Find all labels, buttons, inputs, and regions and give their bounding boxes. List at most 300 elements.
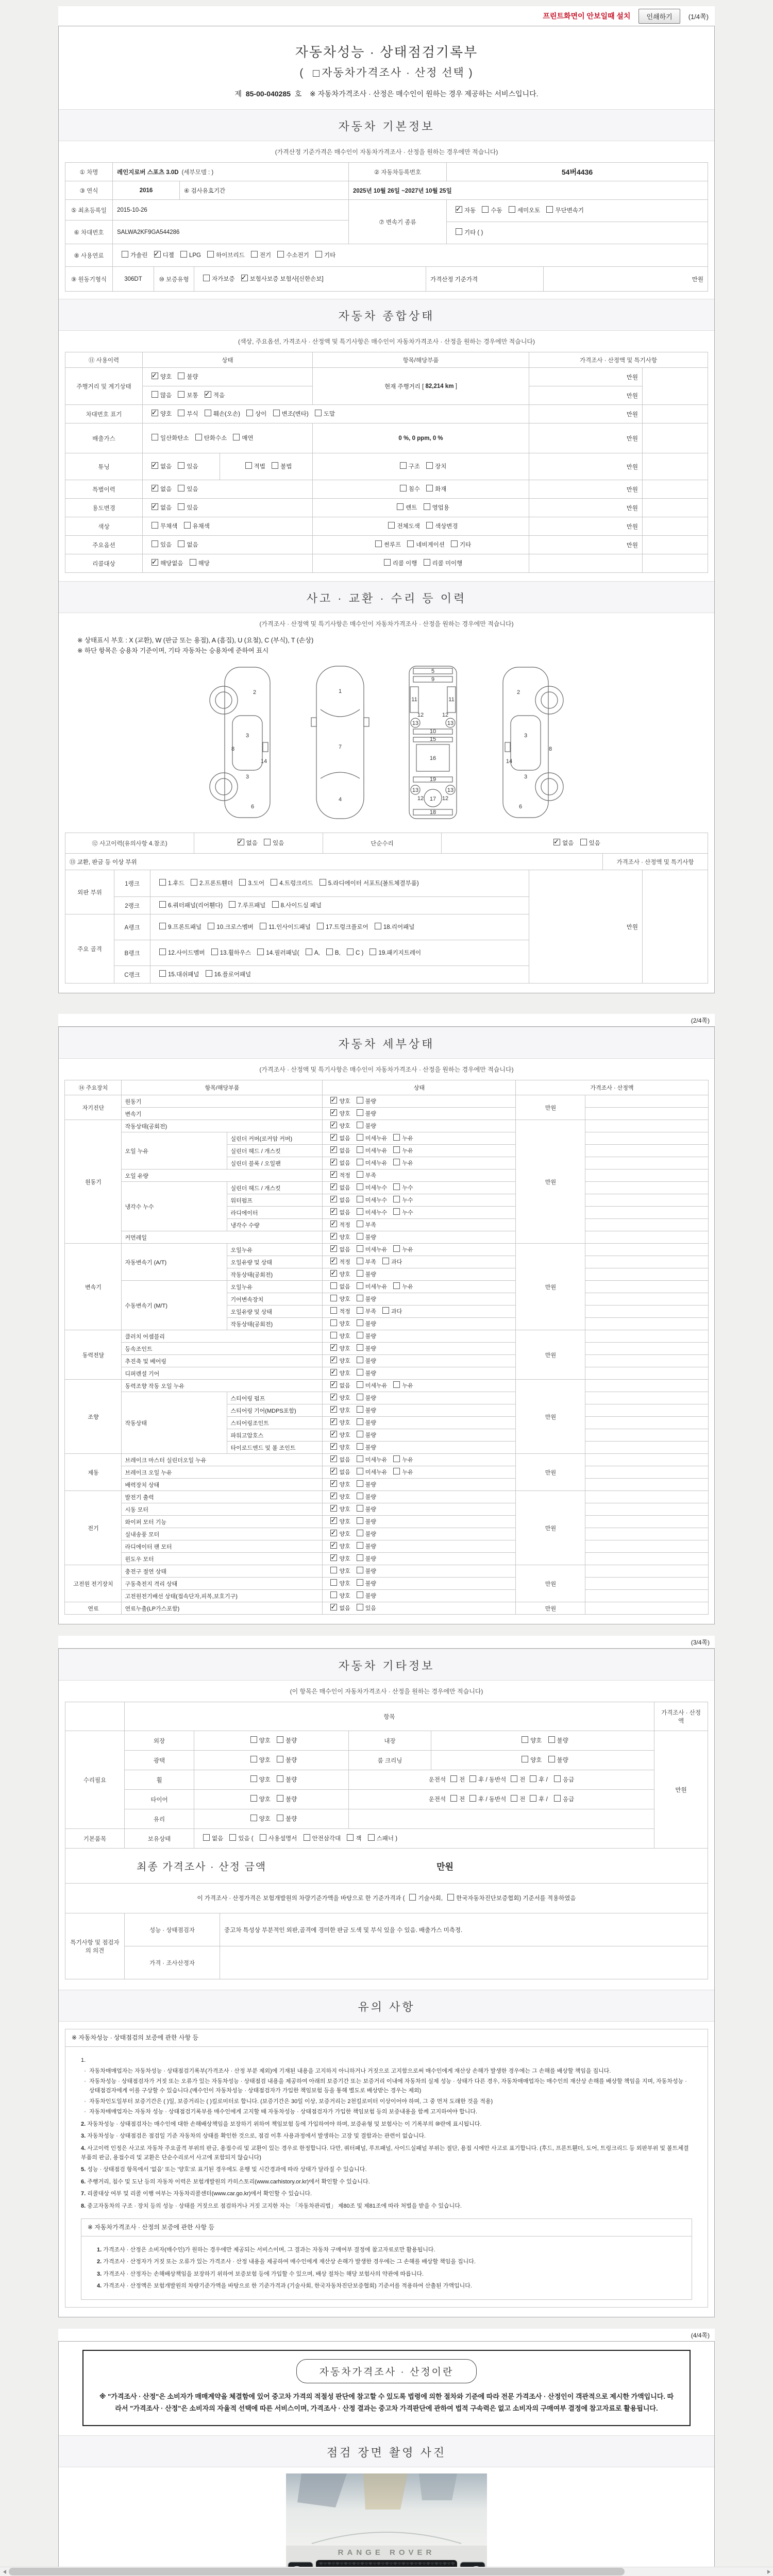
checkbox-unchecked <box>357 1183 363 1190</box>
diagram-part-number: 12 <box>417 712 424 718</box>
rank-items: 1.후드 2.프론트휀더 3.도어 4.트렁크리드 5.라디에이터 서포트(볼트체결부품) <box>150 870 529 897</box>
diagram-part-number: 12 <box>442 712 449 718</box>
note-cell <box>643 368 708 405</box>
note-cell <box>585 1540 708 1553</box>
polish-label: 광택 <box>125 1751 194 1770</box>
checkbox-unchecked <box>357 1097 363 1104</box>
status-cell: ✓ 없음 있음 <box>323 1602 516 1615</box>
checkbox-unchecked <box>357 1146 363 1153</box>
notice-item-number: 8. <box>81 2202 86 2209</box>
note-cell <box>585 1170 708 1182</box>
checkbox-unchecked <box>357 1171 363 1178</box>
part-item-label: 실린더 헤드 / 개스킷 <box>227 1182 323 1194</box>
car-name-label: ① 차명 <box>65 163 113 181</box>
detail-row <box>65 1392 708 1404</box>
checkbox-checked <box>330 1431 337 1437</box>
checkbox-checked <box>330 1406 337 1413</box>
notice-bullet: · 자동차매매업자는 자동차 성능 · 상태점검기록부를 매수인에게 고지할 때 자동차성능 · 상태점검자가 가입한 책임보험 등의 보증내용을 함께 고지하여야 합니다. <box>81 2108 692 2117</box>
col-item: 항목/해당부품 <box>122 1080 323 1095</box>
price-warranty-heading: ※ 자동차가격조사 · 산정의 보증에 관한 사항 등 <box>81 2218 692 2236</box>
notice-item <box>81 2165 692 2175</box>
status-cell: 양호 불량 <box>323 1293 516 1306</box>
transmission-options-2: 기타 ( ) <box>447 222 708 244</box>
notice-item-number: 1. <box>81 2057 86 2064</box>
detail-row <box>65 1565 708 1578</box>
doc-no: 85-00-040285 <box>245 90 291 98</box>
diagram-part-number: 15 <box>429 736 436 742</box>
checkbox-checked <box>330 1270 337 1277</box>
possession-label: 보유상태 <box>125 1829 194 1849</box>
document-viewer <box>58 0 715 2576</box>
color-kind: 전체도색 색상변경 <box>313 517 529 536</box>
checkbox-unchecked <box>330 1319 337 1326</box>
wheel-status: 양호 불량 <box>194 1770 349 1790</box>
diagram-part-number: 14 <box>506 758 513 765</box>
year-value: 2016 <box>113 181 180 200</box>
detail-row <box>65 1281 708 1293</box>
recall-label: 리콜대상 <box>65 554 143 573</box>
part-item-label: 시동 모터 <box>122 1503 323 1516</box>
note-cell <box>585 1466 708 1479</box>
checkbox-checked <box>330 1443 337 1450</box>
final-price-unit: 만원 <box>436 1862 453 1872</box>
device-group-label: 고전원 전기장치 <box>65 1565 122 1602</box>
checkbox-checked <box>330 1554 337 1561</box>
checkbox-checked <box>330 1171 337 1178</box>
checkbox-unchecked <box>277 1815 283 1821</box>
part-item-label: 오일누유 <box>227 1281 323 1293</box>
car-damage-diagram <box>59 655 714 833</box>
options-status: 있음 없음 <box>143 536 313 554</box>
note-cell <box>585 1194 708 1207</box>
mileage-label: 주행거리 및 계기상태 <box>65 368 143 405</box>
exterior-status: 양호 불량 <box>194 1731 349 1751</box>
print-bar <box>58 6 715 26</box>
detail-status-table <box>64 1080 708 1615</box>
diagram-part-number: 13 <box>412 787 419 793</box>
rank-label: C랭크 <box>114 966 150 984</box>
car-diagram-svg <box>186 660 587 826</box>
note-cell <box>643 453 708 480</box>
status-cell: 양호 불량 <box>323 1578 516 1590</box>
mileage-prefix: 현재 주행거리 [ <box>384 383 424 390</box>
notice-item <box>81 2132 692 2141</box>
diagram-part-number: 2 <box>516 689 520 696</box>
part-item-label: 브레이크 오일 누유 <box>122 1466 323 1479</box>
checkbox-unchecked <box>184 522 191 529</box>
notice-item <box>81 2120 692 2129</box>
checkbox-unchecked <box>393 1146 400 1153</box>
checkbox-unchecked <box>257 948 264 955</box>
detail-row <box>65 1540 708 1553</box>
interior-label: 내장 <box>349 1731 431 1751</box>
scroll-left-arrow[interactable] <box>0 2567 9 2576</box>
checkbox-checked <box>330 1542 337 1549</box>
part-sub-label: 수동변속기 (M/T) <box>122 1281 227 1330</box>
status-cell: ✓ 없음 미세누유 누유 <box>323 1244 516 1256</box>
status-cell: ✓ 양호 불량 <box>323 1120 516 1132</box>
special-notes-label: 특기사항 및 점검자의 의견 <box>65 1913 125 1979</box>
scrollbar-thumb[interactable] <box>9 2568 625 2575</box>
diagram-part-number: 6 <box>250 804 255 810</box>
checkbox-unchecked <box>482 206 489 213</box>
basic-info-table <box>65 162 708 292</box>
note-cell <box>585 1404 708 1417</box>
notice-item-number: 2. <box>81 2121 86 2127</box>
checkbox-unchecked <box>250 1775 257 1782</box>
rank-items: 12.사이드멤버 13.휠하우스 14.필러패널( A, B, C ) 19.패키지트레이 <box>150 940 529 966</box>
checkbox-checked <box>330 1530 337 1536</box>
notice-item <box>81 2144 692 2162</box>
emission-value: 0 %, 0 ppm, 0 % <box>313 423 529 453</box>
doc-no-suffix: 호 <box>294 90 302 98</box>
detail-row <box>65 1380 708 1392</box>
price-unit: 만원 <box>529 870 643 984</box>
checkbox-unchecked <box>388 522 395 529</box>
part-item-label: 변속기 <box>122 1108 323 1120</box>
notice-bullet: · 자동차인도일부터 보증기간은 ( )일, 보증거리는 ( )킬로미터로 합니다. (보증기간은 30일 이상, 보증거리는 2천킬로미터 이상이어야 하며, 그 중 먼저 도래한 것을 적용) <box>81 2097 692 2107</box>
vin-mark-status: ✓ 양호 부식 훼손(오손) 상이 변조(변타) 도말 <box>143 405 529 423</box>
status-cell: 양호 불량 <box>323 1565 516 1578</box>
diagram-part-number: 3 <box>245 774 249 780</box>
recall-kind: 리콜 이행 리콜 미이행 <box>313 554 529 573</box>
checkbox-checked <box>152 462 158 469</box>
price-unit: 만원 <box>529 480 643 499</box>
col-price: 가격조사 · 산정액 <box>516 1080 708 1095</box>
diagram-part-number: 13 <box>447 720 454 726</box>
checkbox-unchecked <box>393 1245 400 1252</box>
status-cell: 양호 불량 <box>323 1318 516 1330</box>
note-cell <box>585 1157 708 1170</box>
price-appraisal-intro-box <box>82 2350 691 2426</box>
note-cell <box>585 1318 708 1330</box>
detail-row <box>65 1182 708 1194</box>
row-recall <box>65 554 708 573</box>
page-strip-4 <box>58 2329 715 2341</box>
checkbox-unchecked <box>178 462 184 469</box>
checkbox-unchecked <box>195 434 202 440</box>
usage-kind: 렌트 영업용 <box>313 499 529 517</box>
diagram-part-number: 2 <box>253 689 257 696</box>
detail-row <box>65 1367 708 1380</box>
status-cell: ✓ 적정 부족 <box>323 1219 516 1231</box>
price-unit: 만원 <box>529 423 643 453</box>
checkbox-unchecked <box>330 1295 337 1301</box>
checkbox-checked <box>330 1418 337 1425</box>
section-title: 유의 사항 <box>358 2001 415 2013</box>
status-cell: ✓ 없음 미세누수 누수 <box>323 1207 516 1219</box>
checkbox-unchecked <box>272 901 279 908</box>
rank-label: B랭크 <box>114 940 150 966</box>
checkbox-unchecked <box>357 1332 363 1338</box>
device-group-label: 전기 <box>65 1491 122 1565</box>
part-item-label: 와이퍼 모터 기능 <box>122 1516 323 1528</box>
diagram-part-number: 11 <box>448 697 455 703</box>
mileage-km: 82,214 km <box>425 383 454 389</box>
photo-area <box>59 2467 714 2576</box>
checkbox-unchecked <box>393 1159 400 1165</box>
checkbox-unchecked <box>357 1579 363 1586</box>
checkbox-unchecked <box>522 1756 528 1762</box>
part-item-label: 파워고압호스 <box>227 1429 323 1442</box>
checkbox-checked <box>330 1381 337 1388</box>
checkbox-unchecked <box>250 1756 257 1762</box>
checkbox-unchecked <box>368 1834 375 1841</box>
checkbox-checked <box>152 559 158 566</box>
inspector-opinion-label: 성능 · 상태점검자 <box>125 1913 220 1946</box>
notice-item-text: 가격조사 · 산정액은 보험개발원의 차량기준가액을 바탕으로 한 기준가격과 (기술사회, 한국자동차진단보증협회) 기준서를 적용하여 산출된 가액입니다. <box>103 2283 472 2290</box>
exterior-label: 외장 <box>125 1731 194 1751</box>
checkbox-unchecked <box>357 1455 363 1462</box>
outer-panel-label: 외판 부위 <box>65 870 114 914</box>
checkbox-unchecked <box>250 1795 257 1802</box>
status-cell: ✓ 없음 미세누수 누수 <box>323 1182 516 1194</box>
checkbox-unchecked <box>580 839 587 845</box>
diagram-part-number: 6 <box>518 804 523 810</box>
checkbox-unchecked <box>450 1775 457 1782</box>
checkbox-unchecked <box>245 462 252 469</box>
doc-no-prefix: 제 <box>234 90 242 98</box>
part-item-label: 고전원전기배선 상태(접속단자,피복,보호기구) <box>122 1590 323 1602</box>
overall-status-table <box>65 352 708 573</box>
detail-row <box>65 1590 708 1602</box>
notice-item <box>97 2246 676 2255</box>
checkbox-checked <box>241 275 248 281</box>
diagram-part-number: 9 <box>431 676 435 683</box>
diagram-part-number: 13 <box>447 787 454 793</box>
checkbox-unchecked <box>152 434 158 440</box>
checkbox-unchecked <box>152 540 158 547</box>
notice-item-text: 리콜대상 여부 및 리콜 이행 여부는 자동차리콜센터(www.car.go.kr)에서 확인할 수 있습니다. <box>87 2191 312 2197</box>
tuning-kind: 구조 장치 <box>313 453 529 480</box>
diagram-part-number: 8 <box>231 746 235 752</box>
checkbox-unchecked <box>357 1591 363 1598</box>
row-exchange-header <box>65 854 708 870</box>
checkbox-unchecked <box>357 1221 363 1227</box>
checkbox-unchecked <box>357 1505 363 1512</box>
note-cell <box>643 554 708 573</box>
diagram-part-number: 12 <box>442 795 449 802</box>
checkbox-unchecked <box>357 1208 363 1215</box>
checkbox-unchecked <box>426 462 433 469</box>
checkbox-unchecked <box>357 1406 363 1413</box>
checkbox-unchecked <box>330 1579 337 1586</box>
rank-items: 9.프론트패널 10.크로스멤버 11.인사이드패널 17.트렁크플로어 18.리어패널 <box>150 914 529 940</box>
checkbox-unchecked <box>315 410 322 416</box>
checkbox-unchecked <box>315 251 322 258</box>
simple-repair-label: 단순수리 <box>323 833 442 854</box>
status-cell: ✓ 없음 미세누유 누유 <box>323 1132 516 1145</box>
price-cell: 만원 <box>516 1244 585 1330</box>
tire-status: 양호 불량 <box>194 1790 349 1809</box>
device-group-label: 동력전달 <box>65 1330 122 1380</box>
price-unit: 만원 <box>529 499 643 517</box>
checkbox-unchecked <box>456 228 462 235</box>
car-submodel: (세부모델 : ) <box>181 169 214 176</box>
diagram-part-number: 7 <box>338 744 342 750</box>
section-detail-status <box>59 1027 714 1059</box>
part-item-label: 작동상태(공회전) <box>227 1268 323 1281</box>
checkbox-unchecked <box>451 540 458 547</box>
col-empty <box>65 1702 125 1731</box>
checkbox-unchecked <box>357 1431 363 1437</box>
checkbox-unchecked <box>273 410 280 416</box>
final-price-row <box>65 1849 708 1884</box>
note-cell <box>643 480 708 499</box>
device-group-label: 제동 <box>65 1454 122 1491</box>
part-item-label: 커먼레일 <box>122 1231 323 1244</box>
status-cell: ✓ 적정 부족 과다 <box>323 1256 516 1268</box>
part-item-label: 윈도우 모터 <box>122 1553 323 1565</box>
status-cell: ✓ 양호 불량 <box>323 1503 516 1516</box>
device-group-label: 변속기 <box>65 1244 122 1330</box>
doc-subtitle: ( 자동차가격조사 · 산정 선택 ) <box>299 67 474 79</box>
detail-row <box>65 1578 708 1590</box>
part-item-label: 브레이크 마스터 실린더오일 누유 <box>122 1454 323 1466</box>
note-cell <box>585 1491 708 1503</box>
checkbox-unchecked <box>191 879 197 886</box>
checkbox-checked <box>238 839 244 845</box>
part-item-label: 실린더 헤드 / 개스킷 <box>227 1145 323 1157</box>
part-item-label: 타이로드엔드 및 볼 조인트 <box>227 1442 323 1454</box>
checkbox-unchecked <box>407 540 414 547</box>
price-cell: 만원 <box>516 1565 585 1602</box>
rank-label: A랭크 <box>114 914 150 940</box>
checkbox-unchecked <box>277 1756 283 1762</box>
checkbox-unchecked <box>546 206 553 213</box>
price-unit: 만원 <box>529 386 643 405</box>
detail-row <box>65 1516 708 1528</box>
wheel-positions: 운전석 전 후 / 동반석 전 후 / 응급 <box>349 1770 654 1790</box>
note-cell <box>585 1132 708 1145</box>
checkbox-checked <box>330 1109 337 1116</box>
note-cell <box>585 1256 708 1268</box>
checkbox-unchecked <box>469 1795 476 1802</box>
engine-type-label: ⑨ 원동기형식 <box>65 267 113 292</box>
price-cell: 만원 <box>516 1330 585 1380</box>
note-cell <box>585 1553 708 1565</box>
options-label: 주요옵션 <box>65 536 143 554</box>
checkbox-unchecked <box>357 1443 363 1450</box>
checkbox-checked <box>456 206 462 213</box>
note-cell <box>643 536 708 554</box>
checkbox-unchecked <box>178 540 184 547</box>
part-item-label: 동력조향 작동 오일 누유 <box>122 1380 323 1392</box>
checkbox-unchecked <box>357 1344 363 1351</box>
checkbox-unchecked <box>382 1307 389 1314</box>
checkbox-unchecked <box>313 70 320 77</box>
col-history: ⑪ 사용이력 <box>65 352 143 368</box>
status-cell: ✓ 양호 불량 <box>323 1343 516 1355</box>
notice-bullet-text: 자동차매매업자는 자동차 성능 · 상태점검기록부를 매수인에게 고지할 때 자동차성능 · 상태점검자가 가입한 책임보험 등의 보증내용을 함께 고지하여야 합니다. <box>89 2109 478 2115</box>
inspector-opinion-text: 중고차 특성상 부분적인 외판,골격에 경미한 판금 도색 및 부식 있을 수 있음. 배출가스 미측정. <box>220 1913 708 1946</box>
detail-row <box>65 1479 708 1491</box>
vin-value: SALWA2KF9GA544286 <box>113 221 349 244</box>
checkbox-unchecked <box>357 1468 363 1475</box>
status-cell: ✓ 없음 미세누유 누유 <box>323 1454 516 1466</box>
section-overall-status <box>59 299 714 331</box>
car-name: 레인지로버 스포츠 3.0D <box>117 169 179 176</box>
checkbox-unchecked <box>159 970 166 977</box>
final-price-title: 최종 가격조사 · 산정 금액 <box>137 1861 267 1873</box>
note-cell <box>585 1330 708 1343</box>
page-strip-2 <box>58 1014 715 1026</box>
checkbox-unchecked <box>393 1455 400 1462</box>
diagram-part-number: 4 <box>338 796 342 803</box>
note-cell <box>585 1578 708 1590</box>
checkbox-unchecked <box>180 251 187 258</box>
checkbox-unchecked <box>203 1834 210 1841</box>
page-4 <box>58 2341 715 2576</box>
notice-item-number: 5. <box>81 2166 86 2173</box>
page-1 <box>58 26 715 993</box>
part-sub-label: 작동상태 <box>122 1392 227 1454</box>
diagram-part-number: 11 <box>411 697 417 703</box>
checkbox-unchecked <box>400 485 407 492</box>
part-item-label: 연료누출(LP가스포함) <box>122 1602 323 1615</box>
diagram-part-number: 3 <box>524 774 528 780</box>
checkbox-unchecked <box>522 1736 528 1743</box>
note-cell <box>585 1392 708 1404</box>
room-cleaning-status: 양호 불량 <box>431 1751 654 1770</box>
part-item-label: 충전구 절연 상태 <box>122 1565 323 1578</box>
detail-row <box>65 1132 708 1145</box>
section-title: 자동차 기본정보 <box>338 120 435 133</box>
rank-label: 2랭크 <box>114 897 150 914</box>
note-cell <box>585 1281 708 1293</box>
part-item-label: 실린더 커버(로커암 커버) <box>227 1132 323 1145</box>
horizontal-scrollbar[interactable] <box>0 2567 773 2576</box>
scroll-right-arrow[interactable] <box>764 2567 773 2576</box>
checkbox-unchecked <box>159 901 166 908</box>
note-cell <box>585 1528 708 1540</box>
status-cell: ✓ 적정 부족 <box>323 1170 516 1182</box>
status-cell: ✓ 없음 미세누유 누유 <box>323 1466 516 1479</box>
checkbox-unchecked <box>384 559 391 566</box>
notice-bullet-text: 자동차성능 · 상태점검자가 거짓 또는 오류가 있는 자동차성능 · 상태점검 내용을 제공하여 아래의 보증기간 또는 보증거리 이내에 자동차의 실제 성능 · 상태가 다른 경우, 자동차매매업자는 매수인의 재산상 손해를 배상할 책임을 지며, 자동차성능 · 상태점검자에게 이를 구상할 수 있습니다.(매수인이 자동차성능 · 상태점검자가 가입한 책임보험 등을 통해 별도로 배상받는 경우는 제외) <box>89 2078 687 2094</box>
note-cell <box>585 1602 708 1615</box>
page-indicator-2: (2/4쪽) <box>691 1016 710 1024</box>
notice-item-text: 자동차성능 · 상태점검은 점검일 기준 자동차의 상태를 확인한 것으로, 점검 이후 사용과정에서 발생하는 고장 및 결함과는 관련이 없습니다. <box>87 2133 426 2140</box>
price-cell: 만원 <box>516 1120 585 1244</box>
checkbox-unchecked <box>272 462 278 469</box>
detail-row <box>65 1244 708 1256</box>
page-3 <box>58 1648 715 2317</box>
checkbox-unchecked <box>375 540 382 547</box>
section-note: (이 항목은 매수인이 자동차가격조사 · 산정을 원하는 경우에만 적습니다) <box>290 1688 483 1695</box>
part-item-label: 원동기 <box>122 1095 323 1108</box>
part-item-label: 작동상태(공회전) <box>122 1120 323 1132</box>
checkbox-unchecked <box>178 391 184 398</box>
print-plugin-notice[interactable]: 프린트화면이 안보일때 설치 <box>543 12 631 20</box>
checkbox-unchecked <box>424 503 430 510</box>
status-cell: ✓ 양호 불량 <box>323 1417 516 1429</box>
checkbox-checked <box>330 1505 337 1512</box>
print-button[interactable]: 인쇄하기 <box>638 9 680 24</box>
note-cell <box>643 870 708 984</box>
checkbox-unchecked <box>122 251 128 258</box>
section-accident-history <box>59 581 714 613</box>
checkbox-checked <box>553 839 560 845</box>
notice-item-number: 1. <box>97 2246 102 2253</box>
part-item-label: 냉각수 수량 <box>227 1219 323 1231</box>
svg-text:RANGE ROVER: RANGE ROVER <box>338 2548 435 2557</box>
checkbox-unchecked <box>206 970 212 977</box>
section-title: 자동차 세부상태 <box>338 1038 435 1050</box>
checkbox-unchecked <box>357 1394 363 1400</box>
diagram-part-number: 3 <box>245 733 249 739</box>
checkbox-unchecked <box>250 1815 257 1821</box>
